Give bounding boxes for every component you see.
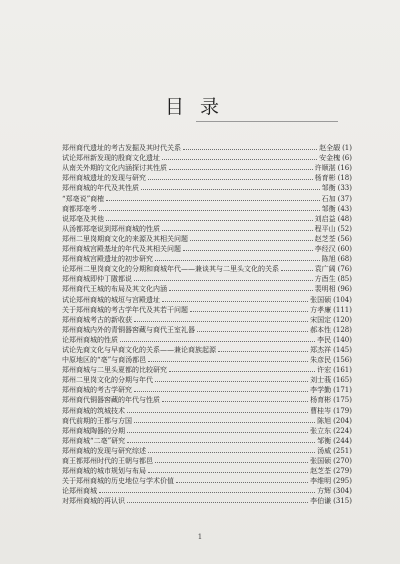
- toc-entry: [62, 404, 352, 414]
- toc-dot-leader: [148, 361, 308, 362]
- toc-dot-leader: [281, 270, 313, 271]
- toc-entry: [62, 344, 352, 354]
- toc-entry-author: 刘士莪: [310, 376, 332, 385]
- toc-dot-leader: [134, 391, 308, 392]
- toc-entry-title: 对郑州商城的再认识: [62, 497, 125, 506]
- toc-entry-page: (156): [333, 356, 352, 365]
- toc-entry: [62, 162, 352, 172]
- toc-entry-page: (244): [333, 436, 352, 445]
- toc-entry-page: (120): [333, 315, 352, 324]
- toc-entry-author: 李经汉: [314, 245, 336, 254]
- toc-entry-title: 论郑州二里岗商文化的分期和商城年代——兼谈其与二里头文化的关系: [62, 265, 279, 274]
- toc-entry-author: 张立东: [310, 426, 332, 435]
- toc-entry-title: 郑州商代铜器窖藏的年代与性质: [62, 396, 160, 405]
- toc-entry-author: 赵芝荃: [314, 234, 336, 243]
- toc-entry: [62, 354, 352, 364]
- toc-dot-leader: [183, 250, 313, 251]
- toc-dot-leader: [134, 321, 308, 322]
- toc-dot-leader: [176, 482, 308, 483]
- toc-entry-author: 李维明: [310, 477, 332, 486]
- toc-entry-title: 郑州商城的筑城技术: [62, 406, 125, 415]
- toc-entry-author: 张国硕: [310, 295, 332, 304]
- toc-entry-title: 郑州二里岗文化的分期与年代: [62, 376, 153, 385]
- toc-entry-page: (171): [333, 386, 352, 395]
- toc-entry-title: 关于郑州商城的考古学年代及其若干问题: [62, 305, 188, 314]
- toc-entry-page: (279): [333, 467, 352, 476]
- toc-entry: [62, 253, 352, 263]
- toc-entry: [62, 364, 352, 374]
- toc-entry-title: 郑州二里岗期商文化的来源及其相关问题: [62, 234, 188, 243]
- toc-dot-leader: [127, 412, 308, 413]
- toc-entry: [62, 394, 352, 404]
- toc-entry-title: 关于郑州商城的历史地位与学术价值: [62, 477, 174, 486]
- toc-entry: [62, 203, 352, 213]
- toc-entry: [62, 495, 352, 505]
- toc-entry-page: (179): [333, 406, 352, 415]
- toc-dot-leader: [162, 301, 308, 302]
- toc-entry: [62, 293, 352, 303]
- toc-entry: [62, 273, 352, 283]
- toc-entry: [62, 172, 352, 182]
- toc-entry-page: (140): [333, 335, 352, 344]
- toc-dot-leader: [134, 422, 315, 423]
- toc-entry-author: 方辉: [317, 487, 332, 496]
- toc-entry-title: 试论先商文化与早商文化的关系——兼论商族起源: [62, 345, 216, 354]
- toc-entry-page: (96): [337, 285, 352, 294]
- toc-entry-title: “郑亳说”商榷: [62, 194, 105, 203]
- toc-entry-page: (145): [333, 345, 352, 354]
- toc-entry-title: 中原地区的“亳”与商汤都邑: [62, 356, 147, 365]
- toc-dot-leader: [141, 189, 320, 190]
- toc-entry-page: (304): [333, 487, 352, 496]
- toc-entry: [62, 455, 352, 465]
- toc-entry-title: 商代前期的王都与方国: [62, 416, 132, 425]
- toc-entry-author: 赵全嘏: [319, 144, 341, 153]
- toc-dot-leader: [183, 149, 317, 150]
- toc-entry-page: (204): [333, 416, 352, 425]
- toc-entry-title: 郑州商城考古的新收获: [62, 315, 132, 324]
- toc-entry-page: (37): [337, 194, 352, 203]
- toc-dot-leader: [134, 280, 313, 281]
- toc-entry-page: (128): [333, 325, 352, 334]
- toc-dot-leader: [148, 472, 308, 473]
- toc-entry-page: (1): [342, 144, 352, 153]
- toc-entry: [62, 304, 352, 314]
- toc-dot-leader: [169, 290, 313, 291]
- toc-entry-author: 安金槐: [319, 154, 341, 163]
- toc-entry-page: (111): [333, 305, 352, 314]
- toc-entry-page: (315): [333, 497, 352, 506]
- toc-entry-author: 邹衡: [321, 204, 336, 213]
- toc-entry-page: (165): [333, 376, 352, 385]
- toc-entry-page: (76): [337, 265, 352, 274]
- toc-entry-title: 商王都郑州时代的王朝与都邑: [62, 457, 153, 465]
- toc-entry-page: (43): [337, 204, 352, 213]
- toc-entry-author: 李学勤: [310, 386, 332, 395]
- toc-dot-leader: [169, 169, 313, 170]
- toc-entry-author: 李伯谦: [310, 497, 332, 506]
- toc-entry: [62, 233, 352, 243]
- toc-dot-leader: [190, 311, 308, 312]
- toc-entry-title: 从南关外期的文化内涵探讨其性质: [62, 164, 167, 173]
- toc-entry-title: 郑州商代王城的布局及其文化内涵: [62, 285, 167, 294]
- toc-entry-title: 郑州商城的城市规划与布局: [62, 467, 146, 476]
- toc-dot-leader: [162, 230, 313, 231]
- toc-entry-page: (18): [337, 174, 352, 183]
- toc-dot-leader: [155, 462, 308, 463]
- toc-entry-author: 张国硕: [310, 457, 332, 465]
- toc-entry-title: 郑州商城宫殿遗址的初步研究: [62, 255, 153, 264]
- toc-entry-title: 郑州商城宫殿基址的年代及其相关问题: [62, 245, 181, 254]
- toc-entry-page: (6): [342, 154, 352, 163]
- toc-entry-title: 郑州商城的考古学研究: [62, 386, 132, 395]
- toc-entry: [62, 263, 352, 273]
- toc-dot-leader: [190, 240, 313, 241]
- toc-entry-title: 郑州商城内外的青铜器窖藏与商代王室礼器: [62, 325, 195, 334]
- toc-dot-leader: [162, 401, 308, 402]
- toc-entry-page: (68): [337, 255, 352, 264]
- toc-dot-leader: [162, 159, 317, 160]
- toc-entry: [62, 182, 352, 192]
- toc-entry: [62, 334, 352, 344]
- toc-entry: [62, 213, 352, 223]
- toc-dot-leader: [106, 200, 319, 201]
- toc-dot-leader: [169, 371, 315, 372]
- page-number: 1: [197, 533, 203, 541]
- toc-entry-author: 郝本性: [310, 325, 332, 334]
- toc-entry-page: (251): [333, 446, 352, 455]
- toc-entry-page: (48): [337, 214, 352, 223]
- toc-entry: [62, 475, 352, 485]
- toc-entry-author: 裴明相: [314, 285, 336, 294]
- toc-entry: [62, 445, 352, 455]
- toc-entry-author: 李民: [317, 335, 332, 344]
- toc-entry-author: 程平山: [314, 224, 336, 233]
- toc-dot-leader: [148, 452, 315, 453]
- toc-entry-page: (270): [333, 457, 352, 465]
- toc-entry-page: (33): [337, 184, 352, 193]
- toc-entry-page: (56): [337, 234, 352, 243]
- toc-entry-title: 郑州商城即仲丁隞都说: [62, 275, 132, 284]
- toc-entry: [62, 152, 352, 162]
- toc-entry-title: 郑州商城“二亳”研究: [62, 436, 126, 445]
- toc-dot-leader: [127, 502, 308, 503]
- toc-dot-leader: [127, 432, 308, 433]
- toc-entry-author: 陈旭: [321, 255, 336, 264]
- toc-entry: [62, 243, 352, 253]
- toc-dot-leader: [197, 331, 308, 332]
- toc-entry: [62, 485, 352, 495]
- toc-entry: [62, 384, 352, 394]
- toc-dot-leader: [120, 341, 315, 342]
- toc-entry: [62, 223, 352, 233]
- toc-entry-author: 陈旭: [317, 416, 332, 425]
- toc-dot-leader: [99, 210, 320, 211]
- toc-entry-author: 刘启益: [314, 214, 336, 223]
- toc-entry-page: (16): [337, 164, 352, 173]
- toc-entry: [62, 283, 352, 293]
- toc-entry-page: (224): [333, 426, 352, 435]
- toc-entry-author: 方孝廉: [310, 305, 332, 314]
- toc-entry-author: 许宏: [317, 366, 332, 375]
- toc-entry-page: (85): [337, 275, 352, 284]
- toc-entry-title: 试论郑州商城的城垣与宫殿遗址: [62, 295, 160, 304]
- toc-heading: 目录: [164, 96, 235, 118]
- toc-entry: [62, 314, 352, 324]
- toc-entry-title: 郑州商城陶器的分期: [62, 426, 125, 435]
- toc-entry-title: 说郑亳及其他: [62, 214, 104, 223]
- toc-entry-title: 郑州商代遗址的考古发掘及其时代关系: [62, 144, 181, 153]
- toc-entry-title: 从汤都郑亳说到郑州商城的性质: [62, 224, 160, 233]
- toc-entry-author: 汤威: [317, 446, 332, 455]
- toc-dot-leader: [148, 179, 313, 180]
- toc-entry-author: 邹衡: [317, 436, 332, 445]
- toc-entry-author: 许顺湛: [314, 164, 336, 173]
- toc-entry: [62, 324, 352, 334]
- toc-entry: [62, 142, 352, 152]
- toc-entry: [62, 415, 352, 425]
- toc-dot-leader: [155, 381, 308, 382]
- toc-entry: [62, 425, 352, 435]
- toc-entry: [62, 435, 352, 445]
- toc-dot-leader: [155, 260, 320, 261]
- toc-entry-page: (60): [337, 245, 352, 254]
- toc-entry-title: 郑州商城的发现与研究综述: [62, 446, 146, 455]
- toc-entry-author: 宋国定: [310, 315, 332, 324]
- toc-entry-author: 石加: [321, 194, 336, 203]
- toc-entry-title: 郑州商城与二里头夏都的比较研究: [62, 366, 167, 375]
- toc-entry-page: (52): [337, 224, 352, 233]
- toc-dot-leader: [127, 442, 315, 443]
- toc-entry: [62, 374, 352, 384]
- toc-entry-page: (104): [333, 295, 352, 304]
- toc-entry-author: 郑杰祥: [310, 345, 332, 354]
- toc-entry-title: 试论郑州新发现的殷商文化遗址: [62, 154, 160, 163]
- toc-entry-author: 朱彦民: [310, 356, 332, 365]
- toc-entry-author: 方酉生: [314, 275, 336, 284]
- toc-entry-title: 郑州商城遗址的发现与研究: [62, 174, 146, 183]
- toc-entry-page: (175): [333, 396, 352, 405]
- toc-dot-leader: [99, 492, 315, 493]
- toc-entry: [62, 465, 352, 475]
- toc-entry-page: (295): [333, 477, 352, 486]
- toc-entry-author: 曹桂岑: [310, 406, 332, 415]
- toc-entry-author: 袁广阔: [314, 265, 336, 274]
- toc-entry-title: 商都郑亳考: [62, 204, 97, 213]
- toc-entry-page: (161): [333, 366, 352, 375]
- toc-entry-author: 杨育彬: [314, 174, 336, 183]
- toc-entry-title: 郑州商城的年代及其性质: [62, 184, 139, 193]
- toc-entry-author: 邹衡: [321, 184, 336, 193]
- toc-entry-title: 论郑州商城的性质: [62, 335, 118, 344]
- toc-list: [62, 142, 352, 505]
- toc-entry-author: 赵芝荃: [310, 467, 332, 476]
- toc-dot-leader: [218, 351, 308, 352]
- toc-entry: [62, 192, 352, 202]
- toc-entry-title: 论郑州商城: [62, 487, 97, 496]
- heading-rule: [196, 121, 338, 122]
- toc-entry-author: 杨育彬: [310, 396, 332, 405]
- toc-dot-leader: [106, 220, 313, 221]
